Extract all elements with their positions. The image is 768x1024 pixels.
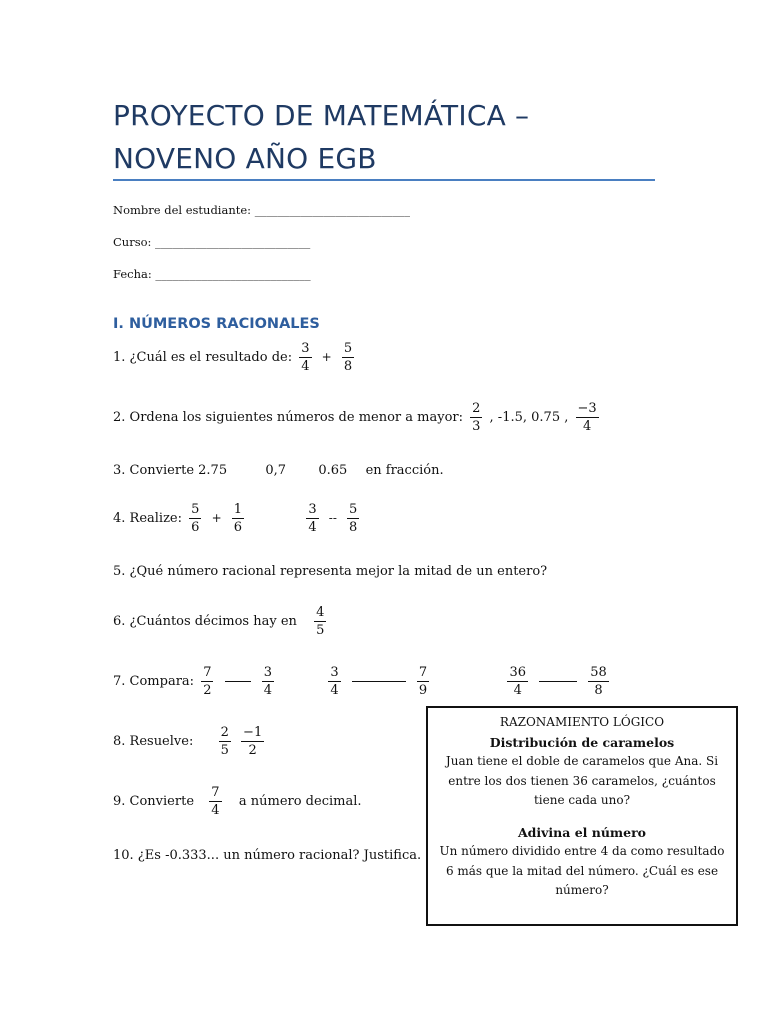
fraction: $\frac{5}{8}$ [349, 502, 358, 535]
question-6 [113, 606, 329, 637]
fraction: $\frac{7}{9}$ [418, 665, 428, 698]
value-2: 0,7 [265, 463, 287, 478]
fraction: $\frac{5}{8}$ [343, 341, 353, 374]
question-8 [113, 726, 267, 757]
title-underline [113, 179, 655, 181]
date-field: Fecha: ___________________________ [113, 267, 311, 281]
fraction: $\frac{58}{8}$ [590, 665, 607, 698]
section-heading: I. NÚMEROS RACIONALES [113, 316, 320, 332]
box-heading: RAZONAMIENTO LÓGICO [499, 715, 665, 729]
question-2-text: 2. Ordena los siguientes números de menor a mayor: [113, 410, 463, 425]
fraction: $\frac{2}{5}$ [220, 725, 229, 758]
question-3-tail: en fracción. [365, 463, 444, 478]
operator: + [211, 511, 222, 525]
fraction: $\frac{3}{4}$ [308, 502, 317, 535]
question-9-tail: a número decimal. [238, 794, 362, 809]
student-name-field: Nombre del estudiante: ___________________________ [113, 203, 410, 217]
operator: -- [328, 511, 337, 525]
problem-2-text: Un número dividido entre 4 da como resultado 6 más que la mitad del número. ¿Cuál es ese número? [439, 844, 725, 897]
question-6-text: 6. ¿Cuántos décimos hay en [113, 614, 297, 629]
problem-2-title: Adivina el número [517, 824, 647, 840]
question-2 [113, 402, 602, 433]
fraction: $\frac{5}{6}$ [191, 502, 200, 535]
course-field: Curso: ___________________________ [113, 235, 311, 249]
document-title: PROYECTO DE MATEMÁTICA – NOVENO AÑO EGB [113, 99, 530, 175]
question-4-text: 4. Realize: [113, 511, 183, 526]
number-list: , -1.5, 0.75 , [489, 410, 569, 425]
value-3: 0.65 [318, 463, 348, 478]
operator: + [321, 350, 332, 364]
question-4 [113, 503, 362, 534]
fraction: $\frac{-3}{4}$ [577, 401, 597, 434]
comparison-blank [539, 681, 577, 682]
fraction: $\frac{3}{4}$ [330, 665, 339, 698]
question-1 [113, 342, 357, 373]
question-7-text: 7. Compara: [113, 674, 195, 689]
question-9 [113, 786, 362, 817]
question-10: 10. ¿Es -0.333... un número racional? Justifica. [113, 848, 422, 863]
question-3 [113, 463, 444, 478]
comparison-blank [352, 681, 406, 682]
problem-1-text: Juan tiene el doble de caramelos que Ana. Si entre los dos tienen 36 caramelos, ¿cuántos tiene cada uno? [445, 754, 719, 807]
fraction: $\frac{-1}{2}$ [243, 725, 263, 758]
fraction: $\frac{36}{4}$ [509, 665, 526, 698]
logical-reasoning-box [426, 706, 738, 926]
fraction: $\frac{3}{4}$ [301, 341, 310, 374]
fraction: $\frac{2}{3}$ [472, 401, 481, 434]
fraction: $\frac{4}{5}$ [316, 605, 325, 638]
problem-1-title: Distribución de caramelos [489, 734, 675, 750]
fraction: $\frac{3}{4}$ [263, 665, 273, 698]
question-1-text: 1. ¿Cuál es el resultado de: [113, 350, 293, 365]
fraction: $\frac{1}{6}$ [233, 502, 243, 535]
fraction: $\frac{7}{4}$ [211, 785, 220, 818]
question-7 [113, 666, 612, 697]
fraction: $\frac{7}{2}$ [203, 665, 212, 698]
question-9-text: 9. Convierte [113, 794, 195, 809]
question-3-text: 3. Convierte 2.75 [113, 463, 228, 478]
comparison-blank [225, 681, 251, 682]
question-5: 5. ¿Qué número racional representa mejor la mitad de un entero? [113, 564, 548, 579]
question-8-text: 8. Resuelve: [113, 734, 194, 749]
